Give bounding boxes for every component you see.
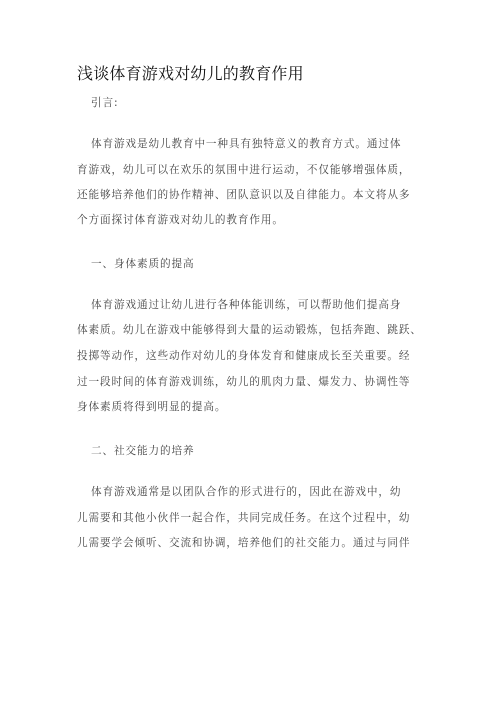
- paragraph-line: 身体素质将得到明显的提高。: [77, 401, 227, 413]
- paragraph-line: 体育游戏是幼儿教育中一种具有独特意义的教育方式。通过体: [91, 138, 402, 150]
- paragraph-line: 个方面探讨体育游戏对幼儿的教育作用。: [77, 214, 284, 226]
- paragraph-line: 儿需要和其他小伙伴一起合作，共同完成任务。在这个过程中，幼: [77, 512, 411, 524]
- intro-heading: 引言:: [91, 97, 119, 109]
- paragraph-line: 体育游戏通常是以团队合作的形式进行的，因此在游戏中，幼: [91, 486, 402, 498]
- document-title: 浅谈体育游戏对幼儿的教育作用: [77, 64, 304, 83]
- paragraph-line: 投掷等动作，这些动作对幼儿的身体发育和健康成长至关重要。经: [77, 350, 411, 362]
- section-heading-2: 二、社交能力的培养: [91, 445, 195, 457]
- paragraph-line: 还能够培养他们的协作精神、团队意识以及自律能力。本文将从多: [77, 189, 411, 201]
- section-heading-1: 一、身体素质的提高: [91, 258, 195, 270]
- paragraph-line: 体育游戏通过让幼儿进行各种体能训练，可以帮助他们提高身: [91, 299, 402, 311]
- paragraph-line: 育游戏，幼儿可以在欢乐的氛围中进行运动，不仅能够增强体质，: [77, 164, 411, 176]
- paragraph-line: 体素质。幼儿在游戏中能够得到大量的运动锻炼，包括奔跑、跳跃、: [77, 324, 422, 336]
- paragraph-line: 过一段时间的体育游戏训练，幼儿的肌肉力量、爆发力、协调性等: [77, 376, 411, 388]
- paragraph-line: 儿需要学会倾听、交流和协调，培养他们的社交能力。通过与同伴: [77, 537, 411, 549]
